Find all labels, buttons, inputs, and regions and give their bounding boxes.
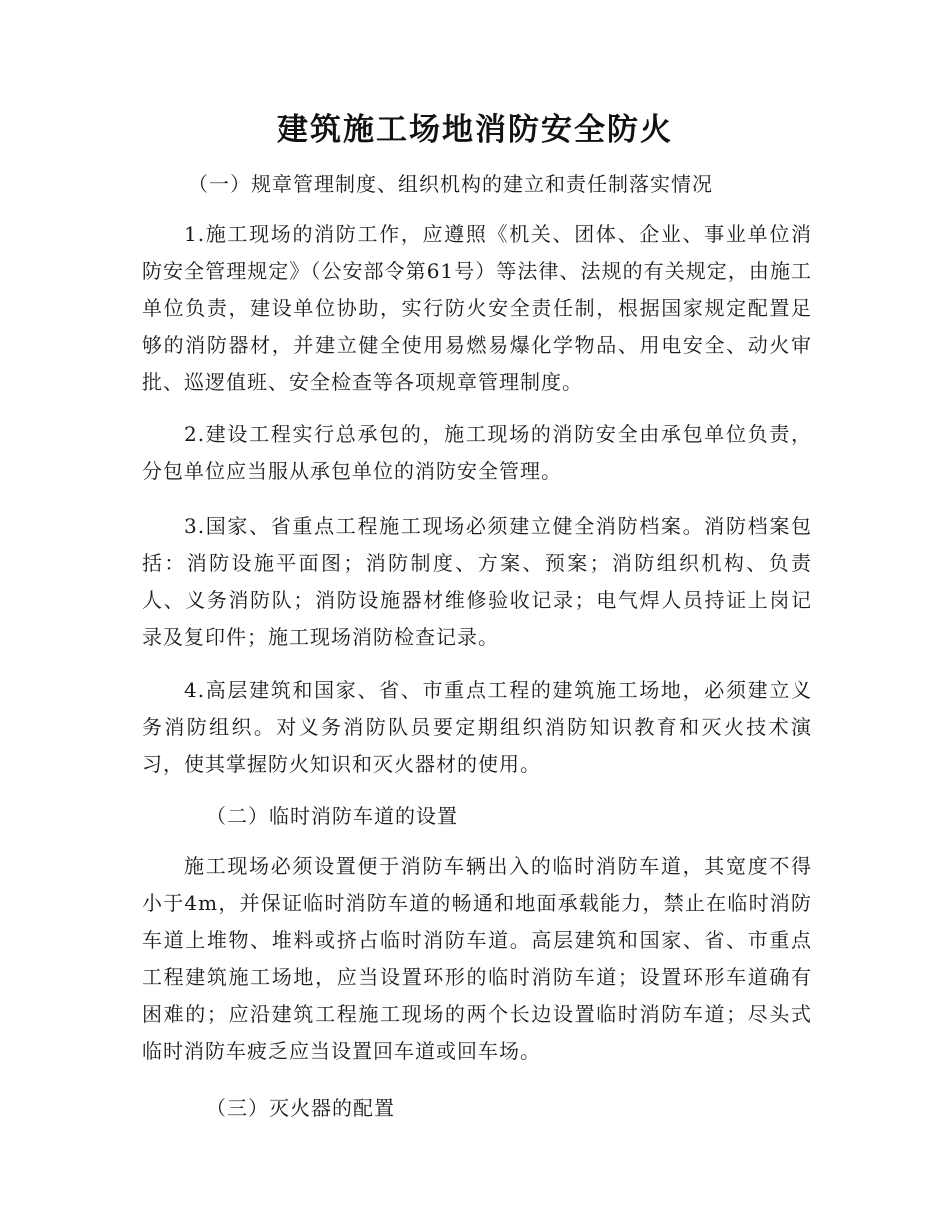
document-title: 建筑施工场地消防安全防火	[277, 112, 673, 148]
section-2-paragraph: 施工现场必须设置便于消防车辆出入的临时消防车道，其宽度不得小于4m，并保证临时消防车道的畅通和地面承载能力，禁止在临时消防车道上堆物、堆料或挤占临时消防车道。高层建筑和国家、省、市重点工程建筑施工场地，应当设置环形的临时消防车道；设置环形车道确有困难的；应沿建筑工程施工现场的两个长边设置临时消防车道；尽头式临时消防车疲乏应当设置回车道或回车场。	[142, 854, 812, 1063]
section-3-heading: （三）灭火器的配置	[206, 1096, 395, 1120]
section-1-heading: （一）规章管理制度、组织机构的建立和责任制落实情况	[188, 172, 713, 196]
section-1-item-1: 1.施工现场的消防工作，应遵照《机关、团体、企业、事业单位消防安全管理规定》（公安部令第61号）等法律、法规的有关规定，由施工单位负责，建设单位协助，实行防火安全责任制，根据国家规定配置足够的消防器材，并建立健全使用易燃易爆化学物品、用电安全、动火审批、巡逻值班、安全检查等各项规章管理制度。	[142, 222, 812, 394]
section-1-item-3: 3.国家、省重点工程施工现场必须建立健全消防档案。消防档案包括：消防设施平面图；消防制度、方案、预案；消防组织机构、负责人、义务消防队；消防设施器材维修验收记录；电气焊人员持证上岗记录及复印件；施工现场消防检查记录。	[142, 514, 812, 649]
section-1-item-2: 2.建设工程实行总承包的，施工现场的消防安全由承包单位负责，分包单位应当服从承包单位的消防安全管理。	[142, 422, 812, 483]
section-1-item-4: 4.高层建筑和国家、省、市重点工程的建筑施工场地，必须建立义务消防组织。对义务消防队员要定期组织消防知识教育和灭火技术演习，使其掌握防火知识和灭火器材的使用。	[142, 678, 812, 776]
section-2-heading: （二）临时消防车道的设置	[206, 804, 458, 828]
